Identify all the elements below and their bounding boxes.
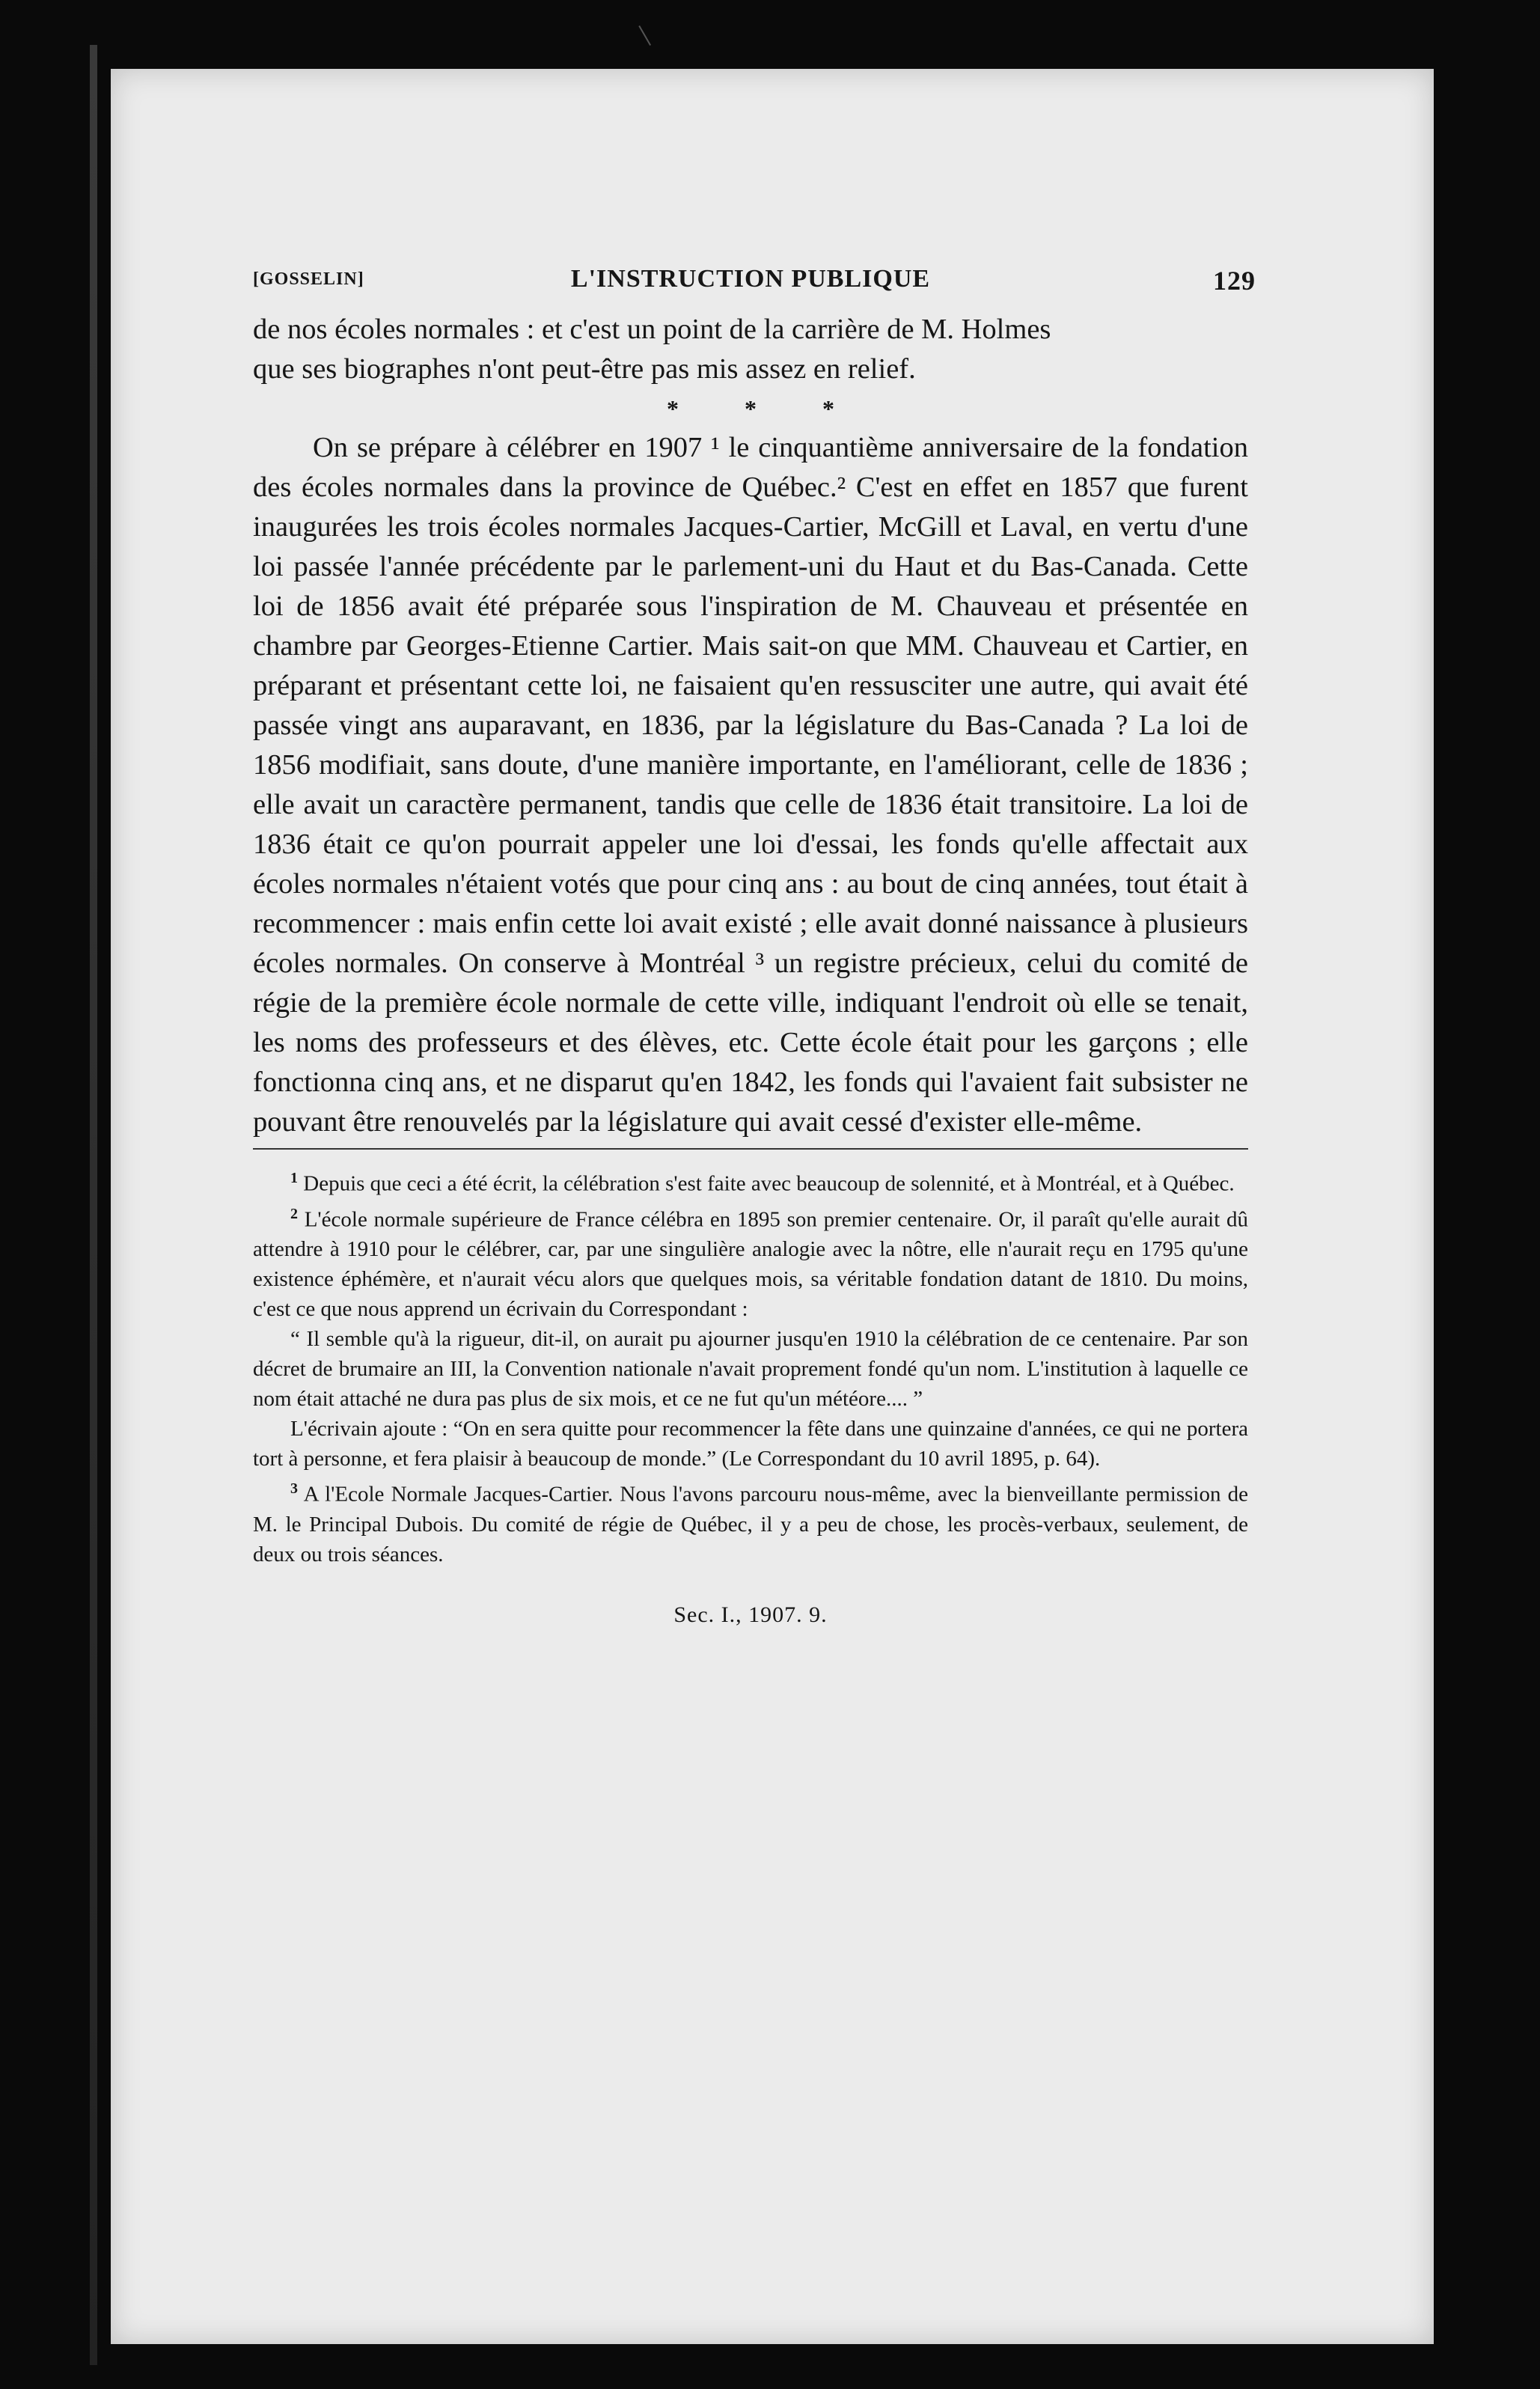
footnote-2-quote: “ Il semble qu'à la rigueur, dit-il, on aurait pu ajourner jusqu'en 1910 la célébration de ce centenaire. Par son décret de brumaire an III, la Convention nationale n'avait proprement fondé qu'un nom. L'institution à laquelle ce nom était attaché ne dura pas plus de six mois, et ce ne fut qu'un météore.... ” xyxy=(253,1327,1248,1412)
printer-signature: Sec. I., 1907. 9. xyxy=(673,1602,828,1627)
page-number: 129 xyxy=(1213,266,1256,296)
section-separator: * * * xyxy=(667,395,864,422)
scan-artifact xyxy=(638,22,657,46)
paragraph-continued-line-2: que ses biographes n'ont peut-être pas mis assez en relief. xyxy=(253,353,916,385)
paragraph-continued xyxy=(253,310,1248,389)
running-head-title: L'INSTRUCTION PUBLIQUE xyxy=(570,265,931,293)
footnote-1-mark: 1 xyxy=(290,1170,298,1186)
footnote-2-continuation: L'écrivain ajoute : “On en sera quitte pour recommencer la fête dans une quinzaine d'années, ce qui ne portera tort à personne, et fera plaisir à beaucoup de monde.” (Le Correspondant du 10 avril 1895, p. 64). xyxy=(253,1417,1248,1471)
footnote-3-text: A l'Ecole Normale Jacques-Cartier. Nous l'avons parcouru nous-même, avec la bienveillante permission de M. le Principal Dubois. Du comité de régie de Québec, il y a peu de chose, les procès-verbaux, seulement, de deux ou trois séances. xyxy=(253,1482,1248,1566)
page-content xyxy=(253,265,1256,1628)
main-paragraph: On se prépare à célébrer en 1907 ¹ le cinquantième anniversaire de la fondation des écoles normales dans la province de Québec.² C'est en effet en 1857 que furent inaugurées les trois écoles normales Jacques-Cartier, McGill et Laval, en vertu d'une loi passée l'année précédente par le parlement-uni du Haut et du Bas-Canada. Cette loi de 1856 avait été préparée sous l'inspiration de M. Chauveau et présentée en chambre par Georges-Etienne Cartier. Mais sait-on que MM. Chauveau et Cartier, en préparant et présentant cette loi, ne faisaient qu'en ressusciter une autre, qui avait été passée vingt ans auparavant, en 1836, par la législature du Bas-Canada ? La loi de 1856 modifiait, sans doute, d'une manière importante, en l'améliorant, celle de 1836 ; elle avait un caractère permanent, tandis que celle de 1836 était transitoire. La loi de 1836 était ce qu'on pourrait appeler une loi d'essai, les fonds qu'elle affectait aux écoles normales n'étaient votés que pour cinq ans : au bout de cinq années, tout était à recommencer : mais enfin cette loi avait existé ; elle avait donné naissance à plusieurs écoles normales. On conserve à Montréal ³ un registre précieux, celui du comité de régie de la première école normale de cette ville, indiquant l'endroit où elle se tenait, les noms des professeurs et des élèves, etc. Cette école était pour les garçons ; elle fonctionna cinq ans, et ne disparut qu'en 1842, les fonds qui l'avaient fait subsister ne pouvant être renouvelés par la législature qui avait cessé d'exister elle-même. xyxy=(253,432,1248,1138)
footnote-2 xyxy=(253,1199,1248,1325)
footnote-3 xyxy=(253,1474,1248,1569)
page-edge-shadow xyxy=(90,45,97,2365)
footnote-1 xyxy=(253,1163,1248,1199)
book-page xyxy=(111,69,1434,2344)
footnote-1-text: Depuis que ceci a été écrit, la célébration s'est faite avec beaucoup de solennité, et à Montréal, et à Québec. xyxy=(303,1171,1235,1196)
footnote-2-text: L'école normale supérieure de France célébra en 1895 son premier centenaire. Or, il paraît qu'elle aurait dû attendre à 1910 pour le célébrer, car, par une singulière analogie avec la nôtre, elle n'aurait reçu en 1795 qu'une existence éphémère, et n'aurait vécu alors que quelques mois, sa véritable fondation datant de 1810. Du moins, c'est ce que nous apprend un écrivain du Correspondant : xyxy=(253,1207,1249,1322)
footnotes xyxy=(253,1163,1248,1569)
footnote-2-mark: 2 xyxy=(290,1205,298,1222)
running-head xyxy=(253,265,1256,310)
footnote-rule xyxy=(253,1148,1248,1150)
footnote-3-mark: 3 xyxy=(290,1480,298,1498)
running-head-author: [GOSSELIN] xyxy=(253,269,364,289)
paragraph-continued-line-1: de nos écoles normales : et c'est un point de la carrière de M. Holmes xyxy=(253,314,1051,345)
